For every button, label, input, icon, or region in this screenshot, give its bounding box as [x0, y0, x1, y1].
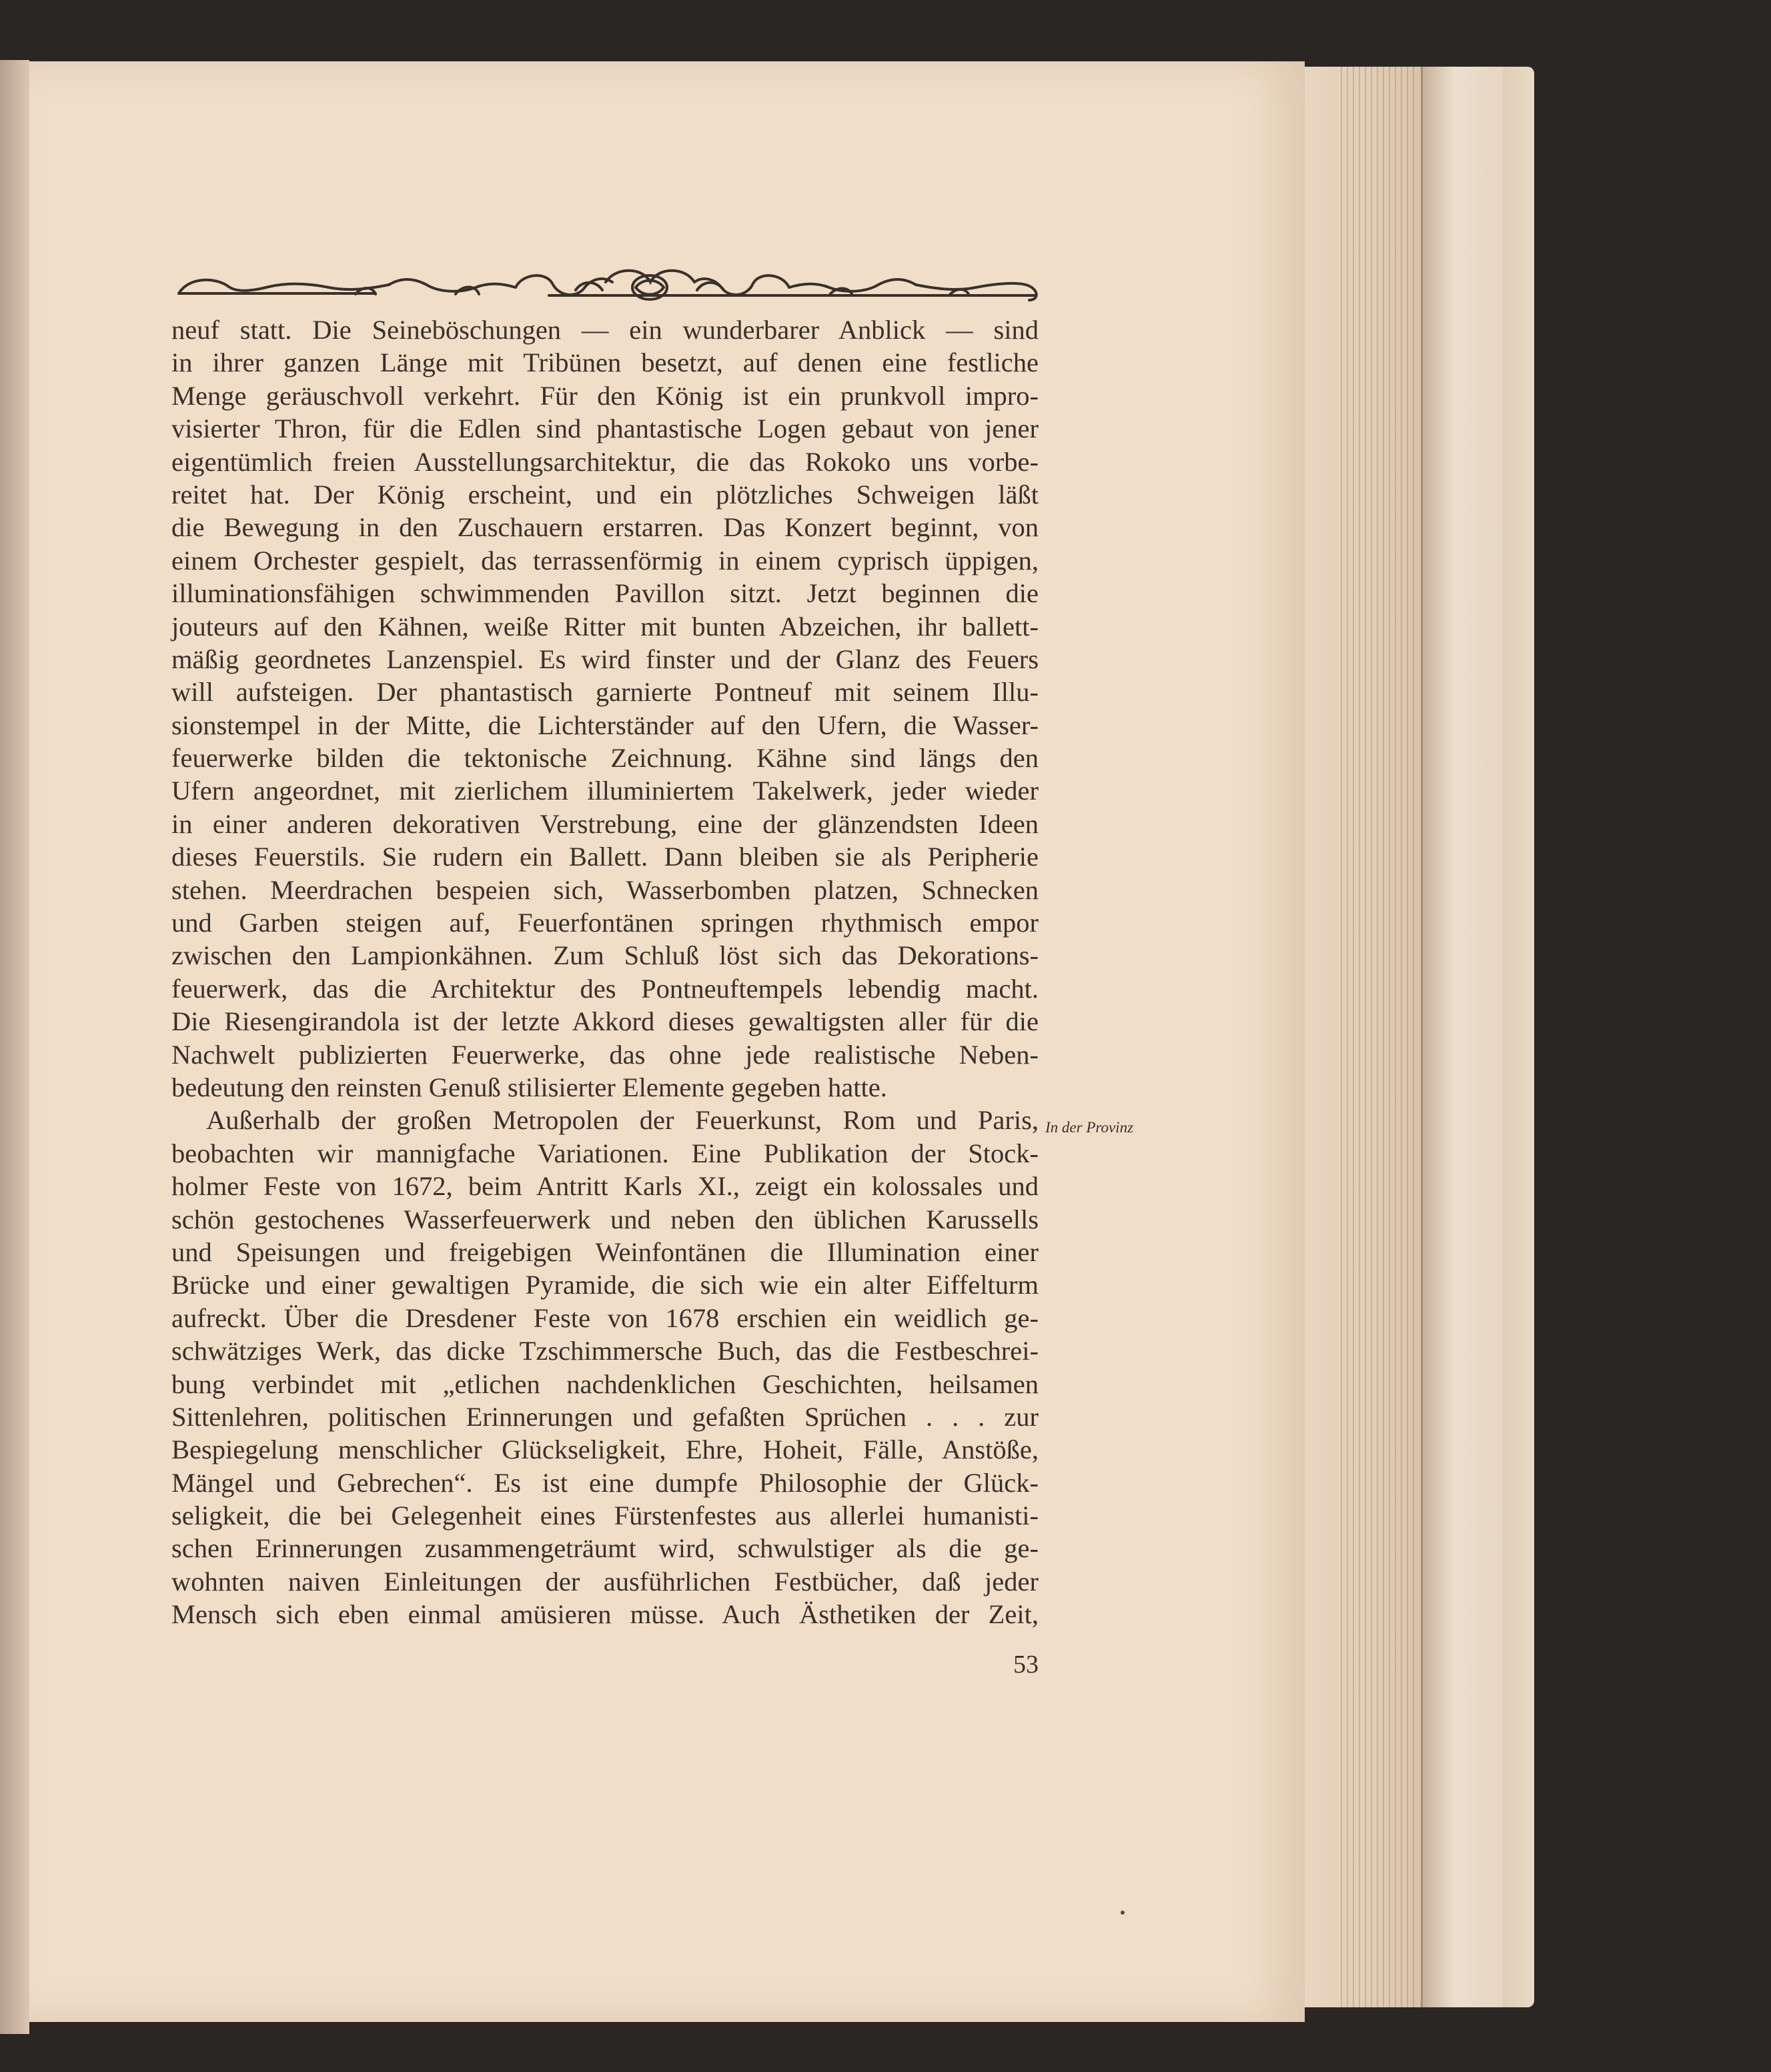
- text-line: feuerwerk, das die Architektur des Pontneuftempels lebendig macht.: [171, 973, 1039, 1004]
- text-line: beobachten wir mannigfache Variationen. Eine Publikation der Stock-: [171, 1138, 1039, 1168]
- text-line: Nachwelt publizierten Feuerwerke, das ohne jede realistische Neben-: [171, 1039, 1039, 1070]
- text-line: schen Erinnerungen zusammengeträumt wird, schwulstiger als die ge-: [171, 1533, 1039, 1564]
- text-line: schön gestochenes Wasserfeuerwerk und neben den üblichen Karussells: [171, 1204, 1039, 1234]
- text-line: wohnten naiven Einleitungen der ausführlichen Festbücher, daß jeder: [171, 1566, 1039, 1597]
- text-line: bung verbindet mit „etlichen nachdenklichen Geschichten, heilsamen: [171, 1368, 1039, 1399]
- text-line: Bespiegelung menschlicher Glückseligkeit, Ehre, Hoheit, Fälle, Anstöße,: [171, 1434, 1039, 1465]
- text-line: einem Orchester gespielt, das terrassenförmig in einem cyprisch üppigen,: [171, 545, 1039, 576]
- page-number: 53: [1013, 1651, 1039, 1679]
- text-line: holmer Feste von 1672, beim Antritt Karls XI., zeigt ein kolossales und: [171, 1171, 1039, 1202]
- text-line: stehen. Meerdrachen bespeien sich, Wasserbomben platzen, Schnecken: [171, 874, 1039, 905]
- text-line: aufreckt. Über die Dresdener Feste von 1678 erschien ein weidlich ge-: [171, 1302, 1039, 1333]
- text-line: Ufern angeordnet, mit zierlichem illuminiertem Takelwerk, jeder wieder: [171, 776, 1039, 806]
- text-line: schwätziges Werk, das dicke Tzschimmersche Buch, das die Festbeschrei-: [171, 1336, 1039, 1366]
- text-line: Die Riesengirandola ist der letzte Akkord dieses gewaltigsten aller für die: [171, 1006, 1039, 1037]
- text-line: Brücke und einer gewaltigen Pyramide, die sich wie ein alter Eiffelturm: [171, 1270, 1039, 1300]
- text-line: Menge geräuschvoll verkehrt. Für den König ist ein prunkvoll impro-: [171, 380, 1039, 411]
- page-stack-edges: [1301, 67, 1534, 2007]
- book-cover-edge: [1421, 67, 1503, 2007]
- text-line: in einer anderen dekorativen Verstrebung, eine der glänzendsten Ideen: [171, 808, 1039, 839]
- decorative-header-ornament: [175, 263, 1043, 310]
- text-line: Mängel und Gebrechen“. Es ist eine dumpfe Philosophie der Glück-: [171, 1467, 1039, 1498]
- text-line: Sittenlehren, politischen Erinnerungen und gefaßten Sprüchen . . . zur: [171, 1401, 1039, 1432]
- paragraph-start-line: Außerhalb der großen Metropolen der Feuerkunst, Rom und Paris,: [206, 1105, 1039, 1136]
- text-line: in ihrer ganzen Länge mit Tribünen besetzt, auf denen eine festliche: [171, 347, 1039, 378]
- text-line: mäßig geordnetes Lanzenspiel. Es wird finster und der Glanz des Feuers: [171, 644, 1039, 674]
- text-line: sionstempel in der Mitte, die Lichterständer auf den Ufern, die Wasser-: [171, 710, 1039, 740]
- marginal-note: In der Provinz: [1045, 1119, 1134, 1136]
- text-line: seligkeit, die bei Gelegenheit eines Fürstenfestes aus allerlei humanisti-: [171, 1500, 1039, 1531]
- text-line: dieses Feuerstils. Sie rudern ein Ballett. Dann bleiben sie als Peripherie: [171, 842, 1039, 872]
- text-line: Mensch sich eben einmal amüsieren müsse. Auch Ästhetiken der Zeit,: [171, 1599, 1039, 1630]
- page-stack-lines: [1341, 67, 1414, 2007]
- text-line: feuerwerke bilden die tektonische Zeichnung. Kähne sind längs den: [171, 743, 1039, 774]
- text-line: eigentümlich freien Ausstellungsarchitektur, die das Rokoko uns vorbe-: [171, 446, 1039, 477]
- text-line: illuminationsfähigen schwimmenden Pavillon sitzt. Jetzt beginnen die: [171, 578, 1039, 609]
- paper-speck: [1121, 1911, 1125, 1915]
- previous-page-edge: [0, 60, 29, 2034]
- text-line: neuf statt. Die Seineböschungen — ein wunderbarer Anblick — sind: [171, 315, 1039, 345]
- text-line: und Garben steigen auf, Feuerfontänen springen rhythmisch empor: [171, 908, 1039, 938]
- text-line: die Bewegung in den Zuschauern erstarren. Das Konzert beginnt, von: [171, 512, 1039, 543]
- body-text: [171, 313, 1039, 1631]
- text-line: will aufsteigen. Der phantastisch garnierte Pontneuf mit seinem Illu-: [171, 677, 1039, 708]
- text-line: zwischen den Lampionkähnen. Zum Schluß löst sich das Dekorations-: [171, 940, 1039, 971]
- text-line: reitet hat. Der König erscheint, und ein plötzliches Schweigen läßt: [171, 479, 1039, 509]
- text-line: visierter Thron, für die Edlen sind phantastische Logen gebaut von jener: [171, 413, 1039, 444]
- text-line: und Speisungen und freigebigen Weinfontänen die Illumination einer: [171, 1236, 1039, 1267]
- text-line: jouteurs auf den Kähnen, weiße Ritter mit bunten Abzeichen, ihr ballett-: [171, 611, 1039, 642]
- paragraph-end-line: bedeutung den reinsten Genuß stilisierter Elemente gegeben hatte.: [171, 1072, 887, 1102]
